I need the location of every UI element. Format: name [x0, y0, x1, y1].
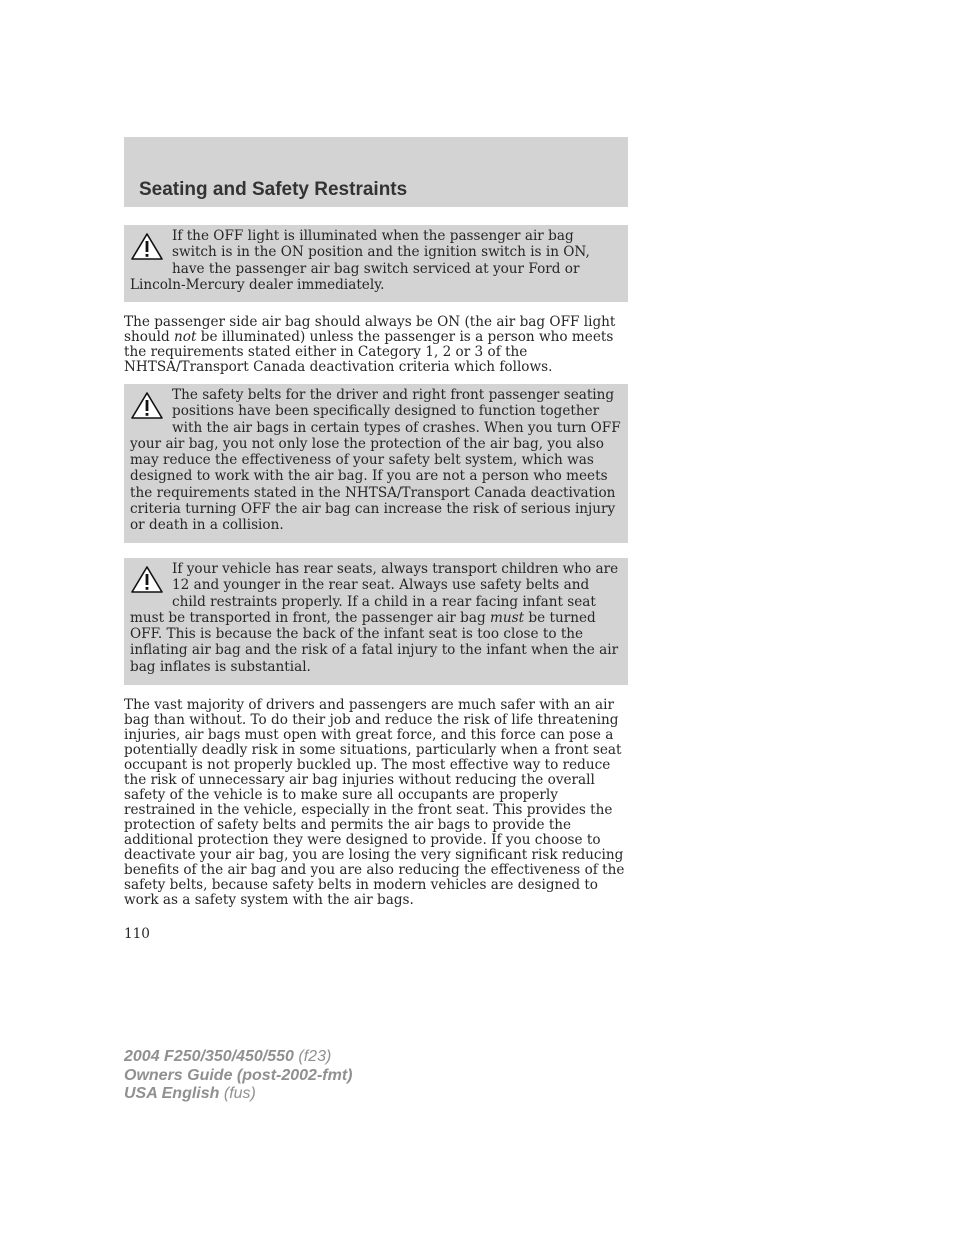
warning-text: If the OFF light is illuminated when the passenger air bag switch is in the ON position and the ignition switch is in ON, have the passenger air bag switch serviced at your Ford or Lincoln-Mercury dealer immediately. [130, 228, 590, 293]
section-header [124, 137, 628, 207]
emphasis: not [174, 329, 197, 345]
warning-triangle-icon [130, 391, 166, 421]
section-title: Seating and Safety Restraints [139, 179, 408, 200]
footer-line-guide: Owners Guide (post-2002-fmt) [124, 1066, 353, 1084]
warning-triangle-icon [130, 565, 166, 595]
emphasis: must [490, 609, 525, 626]
footer-line-language: USA English (fus) [124, 1085, 256, 1103]
page-number: 110 [124, 926, 150, 942]
warning-triangle-icon [130, 232, 166, 262]
warning-box [124, 384, 628, 543]
warning-box [124, 225, 628, 302]
footer-line-model: 2004 F250/350/450/550 (f23) [124, 1048, 332, 1065]
body-paragraph: The passenger side air bag should always be ON (the air bag OFF light should not be illuminated) unless the passenger is a person who meets the requirements stated either in Category 1, 2 or 3 of the NHTSA/Transport Canada deactivation criteria which follows. [124, 314, 616, 375]
warning-box: If your vehicle has rear seats, always transport children who are 12 and younger in the rear seat. Always use safety belts and child restraints properly. If a child in a rear facing infant seat must be transported in front, the passenger air bag must be turned OFF. This is because the back of the infant seat is too close to the inflating air bag and the risk of a fatal injury to the infant when the air bag inflates is substantial. [124, 558, 628, 685]
warning-text: The safety belts for the driver and right front passenger seating positions have been specifically designed to function together with the air bags in certain types of crashes. When you turn OFF your air bag, you not only lose the protection of the air bag, you also may reduce the effectiveness of your safety belt system, which was designed to work with the air bag. If you are not a person who meets the requirements stated in the NHTSA/Transport Canada deactivation criteria turning OFF the air bag can increase the risk of serious injury or death in a collision. [130, 387, 621, 534]
document-footer [124, 1048, 352, 1104]
body-paragraph: The vast majority of drivers and passengers are much safer with an air bag than without. To do their job and reduce the risk of life threatening injuries, air bags must open with great force, and this force can pose a potentially deadly risk in some situations, particularly when a front seat occupant is not properly buckled up. The most effective way to reduce the risk of unnecessary air bag injuries without reducing the overall safety of the vehicle is to make sure all occupants are properly restrained in the vehicle, especially in the front seat. This provides the protection of safety belts and permits the air bags to provide the additional protection they were designed to provide. If you choose to deactivate your air bag, you are losing the very significant risk reducing benefits of the air bag and you are also reducing the effectiveness of the safety belts, because safety belts in modern vehicles are designed to work as a safety system with the air bags. [124, 697, 625, 908]
